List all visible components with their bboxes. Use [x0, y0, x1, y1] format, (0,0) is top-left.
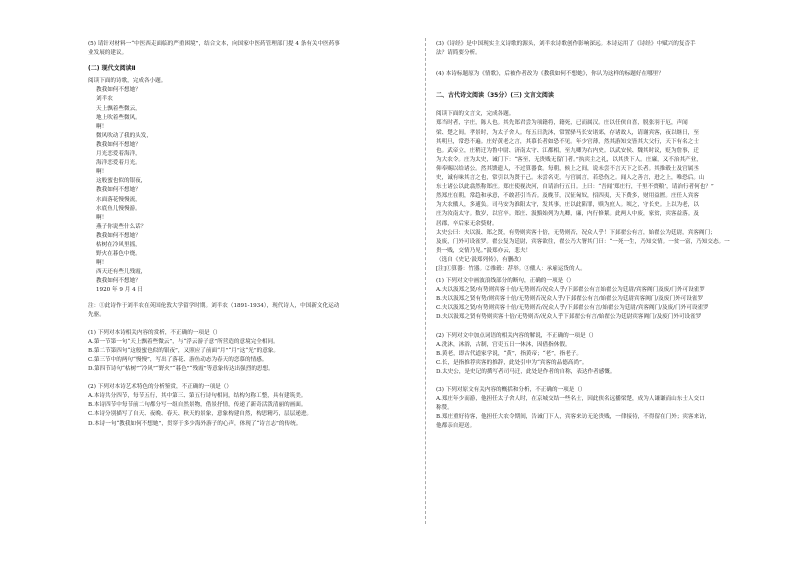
- poem-note: 注：①此诗作于刘半农在英国伦敦大学留学时期。刘半农（1891-1934），现代诗人，中国新文化运动: [88, 302, 340, 309]
- poem-line: 教我如何不想她？: [96, 141, 141, 148]
- passage-tail-line: 及废，门外可设雀罗。翟公复为廷尉，宾客欲往，翟公乃大署其门曰：“一死一生，乃知交情。一贫一富，乃知交态。一: [436, 238, 730, 245]
- question-1-option-b: B.第二节第四句“这般蜜也似的银夜”，又照应了前面“月”“月”这“光”的意象。: [88, 347, 279, 354]
- question-7-stem: (3) 下列对原文有关内容的概括和分析，不正确的一项是（）: [436, 387, 586, 393]
- intro-line: (5) 请针对材料一“中医西走面临的严重困境”，结合文本，向国家中医药管理部门提 4 条有关中医药事: [88, 41, 340, 47]
- poem-line: 微风吹动了我的头发，: [96, 132, 152, 139]
- poem-line: 燕子你说些什么话？: [96, 223, 147, 230]
- passage-footnote: [注]①算器：竹器。②推毂：荐举。③僦人：承雇运货的人。: [436, 265, 586, 272]
- poem-line: 月光恋爱着海洋，: [96, 151, 141, 158]
- intro-line: 业发展的建议。: [88, 50, 128, 57]
- poem-note: 先驱。: [88, 311, 105, 318]
- passage-line: 为大农僦人，多逋负。司马安为淮阳太守，发其事，庄以此陷罪，赎为庶人。顷之，守长史。上以为老，以: [436, 202, 699, 209]
- poem-intro: 阅读下面的诗歌，完成各小题。: [88, 78, 167, 85]
- passage-line: 居郡，卒后家无余赀财。: [436, 220, 498, 227]
- question-6-option-c: C.长，是指推荐宾客的推辞，此处引申为“宾客的品德高尚”。: [436, 359, 588, 366]
- question-3-line: (3)《诗经》是中国现实主义诗歌的源头，刘半农诗歌创作影响深远。本诗运用了《诗经》中赋兴的复沓手: [436, 41, 696, 47]
- question-7-option-b-cont: 他都亲自迎送。: [436, 423, 476, 430]
- section-title-modern-reading: (二) 现代文阅读Ⅱ: [88, 65, 136, 73]
- passage-line: 也。武帝立，庄稍迁为鲁中尉、济南太守、江都相，至九卿为右内史。以武安侯、魏其时议，贬为詹事，迁: [436, 147, 699, 154]
- question-5-option-b: B.夫以汲郑之贤有势/则宾客十倍/无势则否况众人乎/下邽翟公有言/始翟公为廷尉宾客阗门/及废门外可设雀罗: [436, 296, 704, 303]
- question-6-option-b: B.黄老，即古代道家学说，“黄”，指黄帝；“老”，指老子。: [436, 350, 582, 357]
- question-1-stem: (1) 下列对本诗相关内容的赏析，不正确的一项是（）: [88, 329, 221, 336]
- poem-line: 啊！: [96, 214, 108, 221]
- poem-line: 这般蜜也似的银夜，: [96, 178, 147, 185]
- question-2-stem: (2) 下列对本诗艺术特色的分析鉴赏，不正确的一项是（）: [88, 384, 232, 391]
- question-5-option-c: C.夫以汲郑之贤/有势则宾客十倍/无势则否/况众人乎/下邽翟公有言/始翟公为廷尉/宾客阗门/及废/门外可设雀罗: [436, 305, 709, 312]
- question-2-option-d: D.本诗一句“教我如何不想她”，贯穿于多少海外游子的心声，体现了“诗言志”的传统。: [88, 420, 302, 427]
- question-1-option-d: D.第四节诗句“枯树”“冷风”“野火”“暮色”“残霞”等意象传达出强烈的思想。: [88, 366, 274, 373]
- poem-line: 西天还有些儿残霞，: [96, 269, 147, 276]
- poem-line: 啊！: [96, 123, 108, 130]
- poem-line: 天上飘着些微云，: [96, 105, 141, 112]
- poem-line: 枯树在冷风里摇，: [96, 241, 141, 248]
- poem-author: 刘半农: [96, 96, 113, 103]
- poem: [96, 86, 428, 295]
- poem-line: 啊！: [96, 260, 108, 267]
- question-2-option-a: A.本诗共分四节，每节五行，其中第三、第五行诗句相同，结构匀称工整，具有建筑美。: [88, 393, 307, 400]
- poem-line: 地上吹着些微风。: [96, 114, 141, 121]
- poem-line: 教我如何不想她？: [96, 278, 141, 285]
- right-column: [436, 40, 784, 431]
- section-title-classical-reading: 二、古代诗文阅读（35分）(三) 文言文阅读: [436, 92, 554, 100]
- question-7-option-b: B.郑庄重好待客，他担任大农令期间，告诫门下人，宾客来访无论贵贱，一律接待，不得留在门外；宾客来访，: [436, 414, 711, 421]
- passage-line: 为大农令。庄为太史，诫门下：“客至，无贵贱无留门者。”执宾主之礼，以其贵下人。庄廉，又不治其产业，: [436, 156, 702, 163]
- poem-date: 1920 年 9 月 4 日: [96, 287, 144, 294]
- left-column: [88, 40, 428, 429]
- poem-line: 水底鱼儿慢慢游。: [96, 205, 141, 212]
- passage-line: 其明旦，常恐不遍。庄好黄老之言，其慕长者如恐不见。年少官薄，然其游知交皆其大父行，天下有名之士: [436, 138, 699, 145]
- passage-line: 仰奉赐以给诸公。然其馈遗人，不过算器食。每朝，候上之间，说未尝不言天下之长者。其推毂士及官属丞: [436, 165, 699, 172]
- poem-line: 野火在暮色中烧。: [96, 251, 141, 258]
- question-5-option-d: D.夫以汲郑之贤有势则宾客十倍/无势则否/况众人乎下邽翟公有言/始翟公为廷尉宾客阗门/及废门外可设雀罗: [436, 314, 702, 321]
- poem-title: 教我如何不想她？: [96, 87, 141, 94]
- passage-line: 东士诸公以此翕然称郑庄。郑庄使视决河，自请治行五日。上曰：“吾闻‘郑庄行，千里不赍粮’，请治行者何也？”: [436, 184, 714, 191]
- question-1-option-a: A.第一节第一句“天上飘着些微云”，与“浮云游子意”所营造的意境完全相同。: [88, 338, 279, 345]
- question-6-option-a: A.洗沐，沐浴，古制，官吏五日一休沐，因借指休假。: [436, 341, 571, 348]
- question-3-line: 法？请简要分析。: [436, 50, 481, 57]
- question-5-stem: (1) 下列对文中画波浪线部分的断句，正确的一项是（）: [436, 278, 575, 285]
- question-6-stem: (2) 下列对文中加点词语的相关内容的解说，不正确的一项是（）: [436, 332, 597, 339]
- question-2-option-b: B.本诗四节中每节前二句都分写一组自然景物，借景抒情，传递了新奇活泼清丽的画面。: [88, 402, 307, 409]
- poem-line: 海洋恋爱着月光。: [96, 160, 141, 167]
- passage-tail-line: 太史公曰：夫以汲、郑之贤，有势则宾客十倍，无势则否，况众人乎！下邽翟公有言，始翟公为廷尉，宾客阗门；: [436, 229, 716, 236]
- passage-line: 然郑庄在朝，常趋和承意，不敢甚引当否。及晚节，汉征匈奴，招四夷，天下费多，财用益匮。庄任人宾客: [436, 193, 699, 200]
- passage-intro: 阅读下面的文言文，完成各题。: [436, 111, 515, 118]
- poem-line: 教我如何不想她？: [96, 187, 141, 194]
- question-2-option-c: C.本诗分别描写了自天、夜晚、春天、秋天的景象，意象构建自然，构思精巧，层层递进。: [88, 411, 313, 418]
- passage-line: 郑当时者，字庄，陈人也。其先郑君尝为项籍将，籍死，已而属汉。庄以任侠自喜，脱张羽于厄，声闻: [436, 120, 688, 127]
- question-6-option-d: D.太史公，是史记的撰写者司马迁，此处是作者的自称，表达作者感慨。: [436, 368, 616, 375]
- passage-line: 庄为汝南太守。数岁，以官卒。郑庄、汲黯始列为九卿，廉，内行修絜。此两人中废，家贫，宾客益落。及: [436, 211, 699, 218]
- poem-line: 水面落花慢慢流，: [96, 196, 141, 203]
- question-1-option-c: C.第三节中的两句“慢慢”，写出了落花、游鱼动态为春天的恋慕的情感。: [88, 357, 268, 363]
- passage-source: （选自《史记·汲郑列传》，有删改）: [436, 256, 525, 263]
- poem-line: 啊！: [96, 169, 108, 176]
- question-4-line: (4) 本诗标题原为《情歌》，后被作者改为《教我如何不想她》，你认为这样的标题好在哪里？: [436, 71, 664, 78]
- passage-line: 梁、楚之间。孝景时，为太子舍人。每五日洗沐，常置驿马长安诸郊，存诸故人，请谢宾客，夜以继日，至: [436, 129, 699, 136]
- question-5-option-a: A.夫以汲郑之贤/有势则宾客十倍/无势则否/况众人乎/下邽翟公有言始翟公为廷尉/宾客阗门及废/门外可设雀罗: [436, 287, 705, 294]
- question-7-option-a-cont: 称赞。: [436, 405, 453, 412]
- passage-tail-line: 贵一贱，交情乃见。”汲郑亦云，悲夫！: [436, 247, 532, 254]
- question-7-option-a: A.郑庄年少而游，他担任太子舍人时，在京城交结一些名士，因此侠名远播梁楚，成为人谦谦而山东士人交口: [436, 396, 705, 403]
- passage-line: 史，诚有味其言之也，常引以为贤于己。未尝名吏，与官属言，若恐伤之。闻人之善言，进之上，唯恐后。山: [436, 175, 705, 182]
- poem-line: 教我如何不想她？: [96, 232, 141, 239]
